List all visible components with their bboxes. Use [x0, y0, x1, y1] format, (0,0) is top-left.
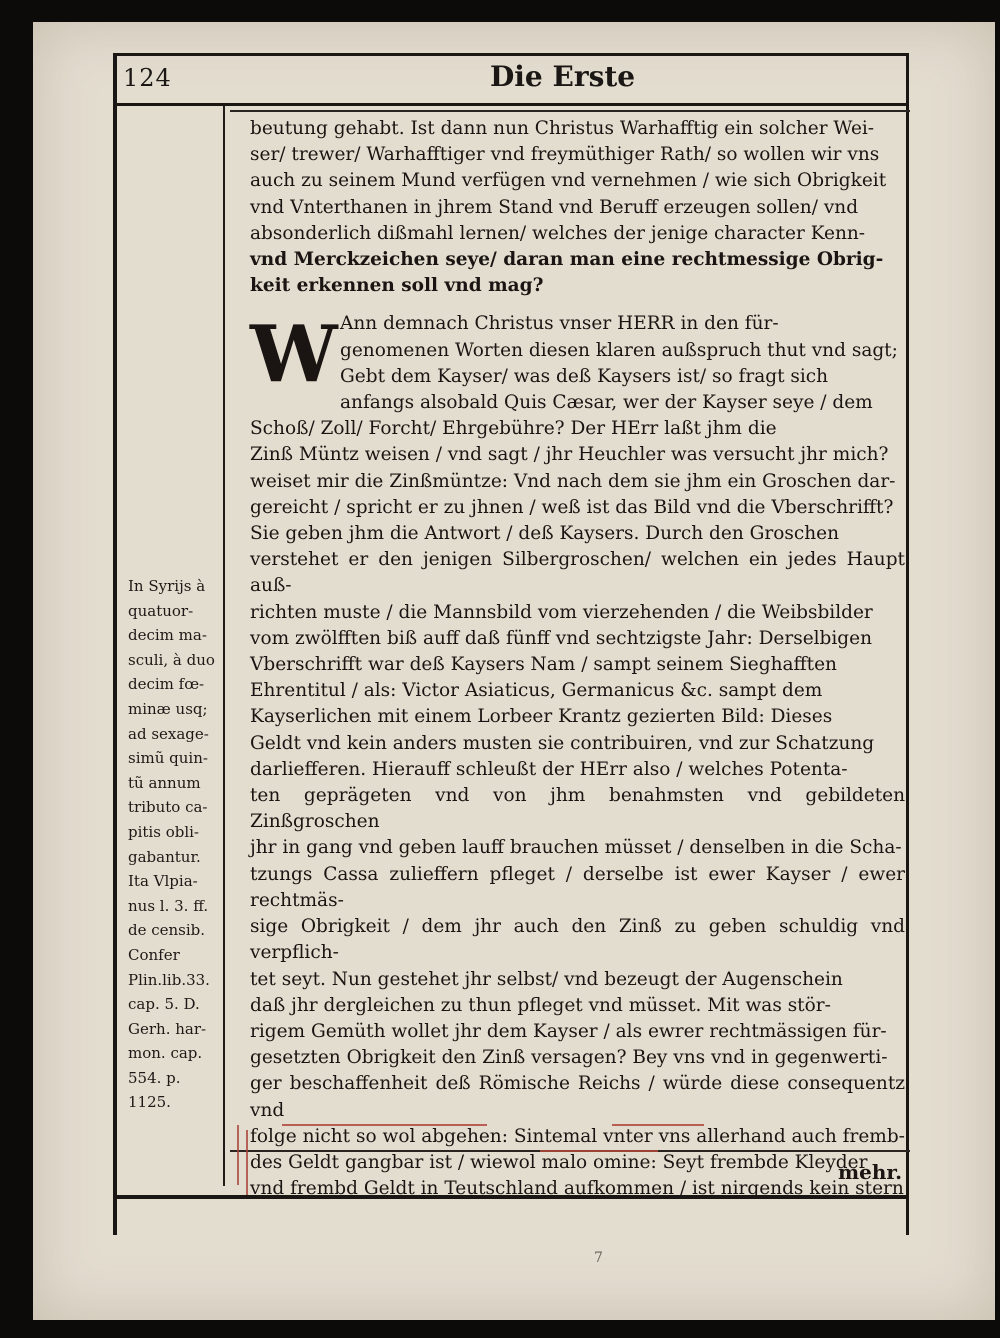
text-line: darliefferen. Hierauff schleußt der HErr also / welches Potenta- [250, 758, 848, 780]
text-line: ser/ trewer/ Warhafftiger vnd freymüthiger Rath/ so wollen wir vns [250, 144, 880, 166]
catchword: mehr. [838, 1160, 903, 1184]
text-line: folge nicht so wol abgehen: Sintemal vnter vns allerhand auch fremb- [250, 1125, 905, 1147]
header-rule [113, 103, 909, 106]
note-line: simũ quin- [128, 749, 208, 768]
body-paragraph [250, 311, 905, 1202]
red-margin-stroke [246, 1130, 248, 1195]
marginal-note [128, 574, 220, 1115]
note-line: decim ma- [128, 626, 207, 645]
note-line: minæ usq; [128, 699, 208, 718]
text-line: rigem Gemüth wollet jhr dem Kayser / als ewrer rechtmässigen für- [250, 1020, 887, 1042]
note-line: mon. cap. [128, 1044, 203, 1063]
text-line: Vberschrifft war deß Kaysers Nam / sampt seinem Sieghafften [250, 654, 837, 676]
text-line: weiset mir die Zinßmüntze: Vnd nach dem sie jhm ein Groschen dar- [250, 470, 896, 492]
text-line: vnd frembd Geldt in Teutschland aufkommen / ist nirgends kein stern [250, 1178, 904, 1200]
text-line: daß jhr dergleichen zu thun pfleget vnd müsset. Mit was stör- [250, 994, 831, 1016]
text-line: Geldt vnd kein anders musten sie contribuiren, vnd zur Schatzung [250, 732, 875, 754]
text-line: Gebt dem Kayser/ was deß Kaysers ist/ so fragt sich [340, 365, 829, 387]
note-line: pitis obli- [128, 822, 199, 841]
text-line: des Geldt gangbar ist / wiewol malo omine: Seyt frembde Kleyder [250, 1151, 868, 1173]
text-line: Ann demnach Christus vnser HERR in den für- [340, 313, 779, 335]
note-line: nus l. 3. ff. [128, 896, 209, 915]
note-line: decim fœ- [128, 675, 205, 694]
text-line: absonderlich dißmahl lernen/ welches der jenige character Kenn- [250, 222, 866, 244]
frame-right-rule [906, 55, 909, 1235]
text-line: Schoß/ Zoll/ Forcht/ Ehrgebühre? Der HErr laßt jhm die [250, 418, 777, 440]
note-line: gabantur. [128, 847, 201, 866]
text-line: genomenen Worten diesen klaren außspruch thut vnd sagt; [340, 339, 898, 361]
note-line: Gerh. har- [128, 1019, 207, 1038]
text-line: keit erkennen soll vnd mag? [250, 275, 544, 297]
text-line: richten muste / die Mannsbild vom vierzehenden / die Weibsbilder [250, 601, 873, 623]
text-line: gereicht / spricht er zu jhnen / weß ist das Bild vnd die Vberschrifft? [250, 496, 894, 518]
note-line: de censib. [128, 921, 206, 940]
drop-cap-initial: W [250, 309, 338, 401]
text-line: ger beschaffenheit deß Römische Reichs / würde diese consequentz vnd [250, 1073, 905, 1121]
frame-left-rule [113, 55, 117, 1235]
text-line: tet seyt. Nun gestehet jhr selbst/ vnd bezeugt der Augenschein [250, 968, 843, 990]
text-line: auch zu seinem Mund verfügen vnd vernehmen / wie sich Obrigkeit [250, 170, 887, 192]
frame-top-rule [113, 53, 909, 56]
red-underline-mark [540, 1150, 658, 1152]
text-line: tzungs Cassa zulieffern pfleget / derselbe ist ewer Kayser / ewer rechtmäs- [250, 863, 905, 911]
note-line: quatuor- [128, 601, 194, 620]
text-line: jhr in gang vnd geben lauff brauchen müsset / denselben in die Scha- [250, 837, 902, 859]
red-underline-mark [612, 1124, 704, 1126]
text-line: Ehrentitul / als: Victor Asiaticus, Germanicus &c. sampt dem [250, 680, 823, 702]
note-line: ad sexage- [128, 724, 209, 743]
note-line: tũ annum [128, 773, 201, 792]
note-line: Plin.lib.33. [128, 970, 210, 989]
main-text-block [250, 116, 905, 1202]
red-underline-mark [282, 1124, 487, 1126]
text-line: Kayserlichen mit einem Lorbeer Krantz gezierten Bild: Dieses [250, 706, 833, 728]
intro-paragraph [250, 116, 905, 299]
note-line: sculi, à duo [128, 650, 215, 669]
text-line: vnd Merckzeichen seye/ daran man eine rechtmessige Obrig- [250, 249, 884, 271]
text-line: vnd Vnterthanen in jhrem Stand vnd Beruff erzeugen sollen/ vnd [250, 196, 859, 218]
note-line: tributo ca- [128, 798, 208, 817]
note-line: Ita Vlpia- [128, 872, 198, 891]
note-line: In Syrijs à [128, 577, 206, 595]
note-line: cap. 5. D. [128, 995, 200, 1014]
note-line: Confer [128, 945, 180, 964]
text-line: sige Obrigkeit / dem jhr auch den Zinß zu geben schuldig vnd verpflich- [250, 916, 905, 964]
text-line: anfangs alsobald Quis Cæsar, wer der Kayser seye / dem [340, 392, 873, 414]
red-margin-stroke [237, 1125, 239, 1185]
running-head: Die Erste [490, 60, 636, 93]
page-number: 124 [123, 64, 172, 92]
text-line: gesetzten Obrigkeit den Zinß versagen? Bey vns vnd in gegenwerti- [250, 1047, 888, 1069]
text-line: Sie geben jhm die Antwort / deß Kaysers. Durch den Groschen [250, 523, 840, 545]
text-line: Zinß Müntz weisen / vnd sagt / jhr Heuchler was versucht jhr mich? [250, 444, 889, 466]
text-line: beutung gehabt. Ist dann nun Christus Warhafftig ein solcher Wei- [250, 118, 875, 139]
signature-mark: 7 [594, 1250, 603, 1266]
note-line: 554. p. 1125. [128, 1068, 181, 1112]
header-rule-thin [230, 110, 910, 112]
text-line: verstehet er den jenigen Silbergroschen/ welchen ein jedes Haupt auß- [250, 549, 905, 597]
column-divider [223, 106, 225, 1186]
text-line: ten geprägeten vnd von jhm benahmsten vnd gebildeten Zinßgroschen [250, 785, 905, 833]
text-line: vom zwölfften biß auff daß fünff vnd sechtzigste Jahr: Derselbigen [250, 627, 873, 649]
